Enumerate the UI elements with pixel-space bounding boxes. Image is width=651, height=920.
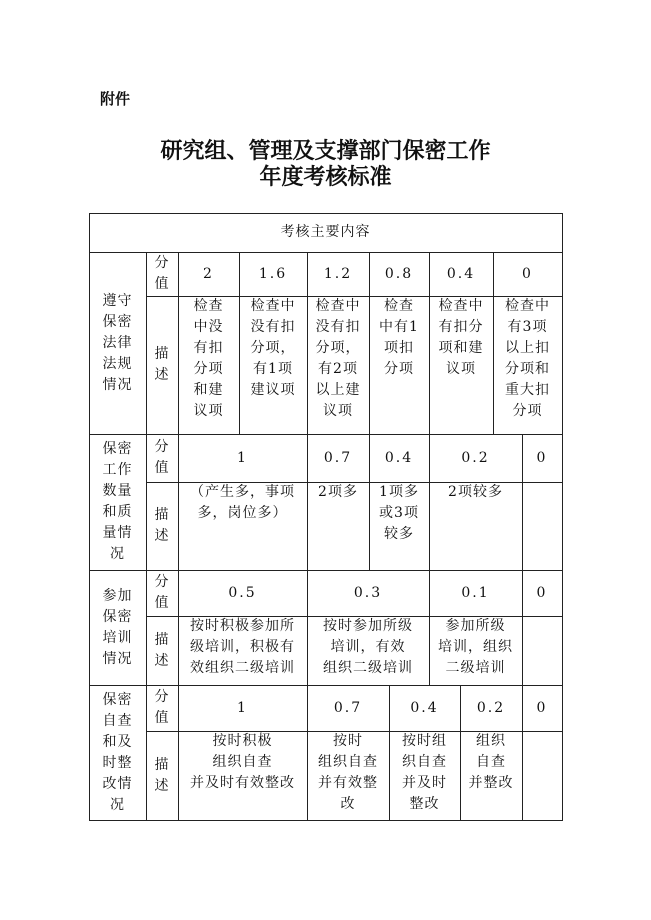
score-row-label: 分 值 <box>154 689 170 726</box>
description-cell: 按时积极 组织自查 并及时有效整改 <box>190 733 295 791</box>
score-cell: 0 <box>536 699 548 716</box>
attachment-label: 附件 <box>100 90 131 108</box>
description-cell: 检查中 没有扣 分项， 有2项 以上建 议项 <box>315 298 361 419</box>
description-cell: 1项多 或3项 较多 <box>379 484 419 542</box>
desc-row-label: 描 述 <box>154 507 170 544</box>
table-rule <box>562 213 563 821</box>
description-cell: 按时参加所级 培训，有效 组织二级培训 <box>323 618 413 676</box>
category-label: 保密 工作 数量 和质 量情 况 <box>102 441 133 562</box>
score-cell: 1.6 <box>258 265 288 282</box>
score-cell: 0.8 <box>384 265 414 282</box>
description-cell <box>522 731 562 820</box>
score-cell: 0 <box>536 449 548 466</box>
score-cell: 1.2 <box>323 265 353 282</box>
document-title: 研究组、管理及支撑部门保密工作 <box>160 139 491 164</box>
desc-row-label: 描 述 <box>154 756 170 794</box>
description-cell: 按时积极参加所 级培训，积极有 效组织二级培训 <box>190 618 295 676</box>
score-cell: 0.7 <box>323 449 353 466</box>
score-cell: 0.2 <box>476 699 506 716</box>
description-cell: 参加所级 培训，组织 二级培训 <box>438 618 513 676</box>
document-subtitle: 年度考核标准 <box>259 165 392 190</box>
score-cell: 0 <box>536 584 548 601</box>
description-cell: 按时 组织自查 并有效整 改 <box>318 733 378 812</box>
score-row-label: 分 值 <box>154 574 170 611</box>
score-cell: 1 <box>237 699 248 716</box>
score-cell: 0.5 <box>228 584 257 601</box>
description-cell: 按时组 织自查 并及时 整改 <box>402 733 447 812</box>
score-cell: 0.1 <box>461 584 490 601</box>
description-cell: 2项多 <box>318 484 358 500</box>
description-cell: 检查中 没有扣 分项， 有1项 建议项 <box>250 298 296 398</box>
score-cell: 1 <box>237 449 248 466</box>
score-cell: 0.4 <box>384 449 414 466</box>
description-cell: （产生多，事项 多，岗位多） <box>190 484 295 521</box>
score-row-label: 分 值 <box>154 439 170 476</box>
score-cell: 0.4 <box>410 699 439 716</box>
score-cell: 2 <box>203 265 214 282</box>
description-cell: 2项较多 <box>448 484 503 500</box>
description-cell: 检查 中没 有扣 分项 和建 议项 <box>193 298 224 419</box>
score-cell: 0.7 <box>333 699 363 716</box>
description-cell: 检查 中有1 项扣 分项 <box>379 298 419 377</box>
desc-row-label: 描 述 <box>154 346 170 383</box>
desc-row-label: 描 述 <box>154 631 170 669</box>
description-cell <box>522 616 562 685</box>
table-header: 考核主要内容 <box>280 224 371 240</box>
score-cell: 0 <box>522 265 533 282</box>
category-label: 遵守 保密 法律 法规 情况 <box>102 292 133 393</box>
score-cell: 0.4 <box>446 265 476 282</box>
description-cell: 检查中 有扣分 项和建 议项 <box>438 298 484 377</box>
description-cell: 检查中 有3项 以上扣 分项和 重大扣 分项 <box>505 298 550 419</box>
description-cell: 组织 自查 并整改 <box>468 733 514 791</box>
score-cell: 0.2 <box>461 449 490 466</box>
table-rule <box>89 820 563 821</box>
score-cell: 0.3 <box>353 584 383 601</box>
description-cell <box>522 482 562 570</box>
category-label: 参加 保密 培训 情况 <box>102 587 133 667</box>
category-label: 保密 自查 和及 时整 改情 况 <box>102 691 133 813</box>
score-row-label: 分 值 <box>154 255 170 292</box>
